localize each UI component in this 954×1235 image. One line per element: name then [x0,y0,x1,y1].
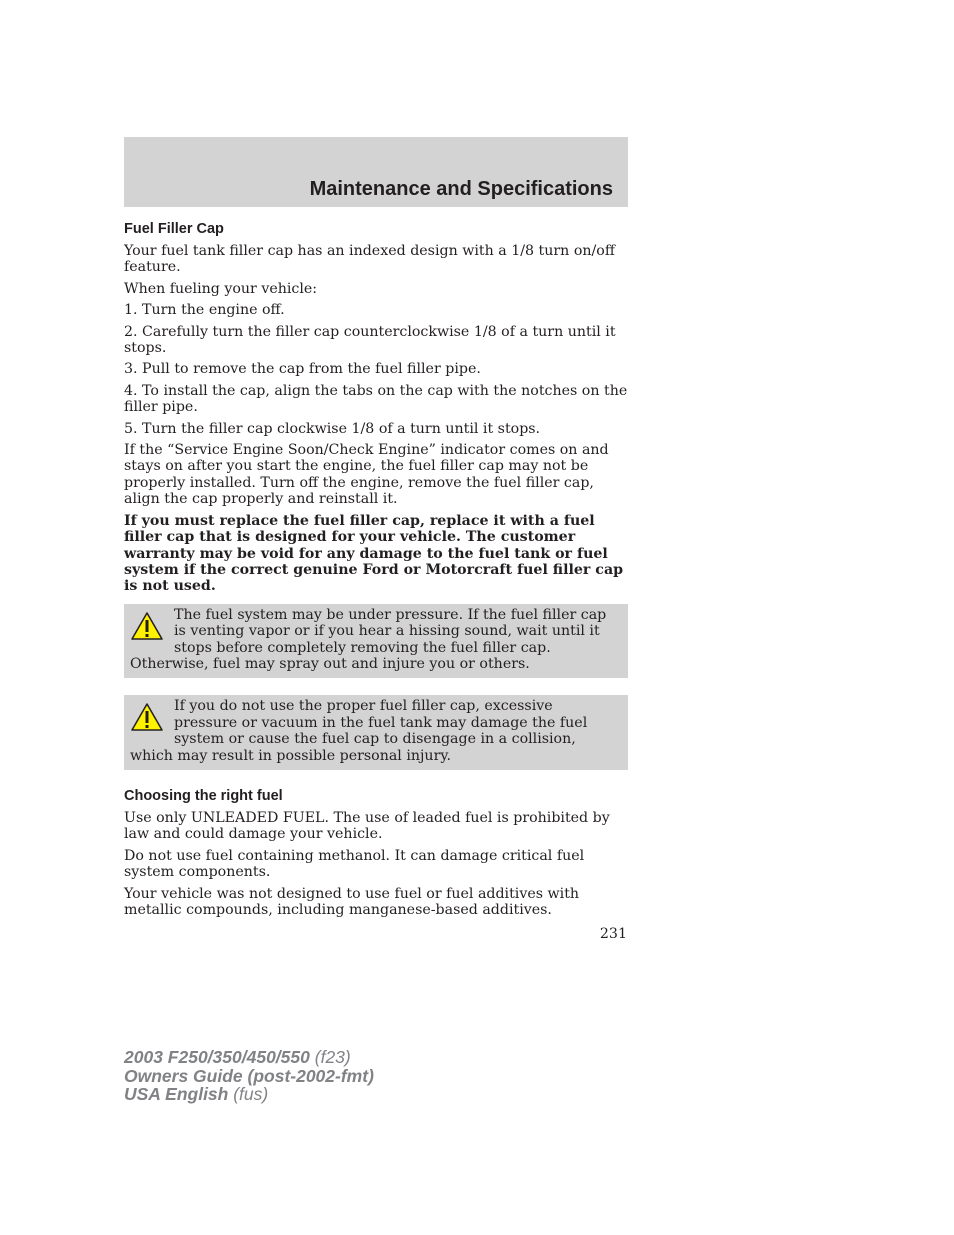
fuel-paragraph: Your vehicle was not designed to use fuel or fuel additives with metallic compounds, including manganese-based additives. [124,885,580,918]
heading-fuel-filler-cap: Fuel Filler Cap [124,221,224,237]
warning-text: If you do not use the proper fuel filler cap, excessive pressure or vacuum in the fuel tank may damage the fuel system or cause the fuel cap to disengage in a collision, which may result in possible personal injury. [130,698,588,764]
footer-model: 2003 F250/350/450/550 [124,1047,310,1067]
warning-text: The fuel system may be under pressure. If the fuel filler cap is venting vapor or if you hear a hissing sound, wait until it stops before completely removing the fuel filler cap. Otherwise, fuel may spray out and injure you or others. [130,606,607,672]
when-fueling-text: When fueling your vehicle: [124,280,318,297]
step-item: 2. Carefully turn the filler cap counterclockwise 1/8 of a turn until it stops. [124,323,616,357]
warning-triangle-icon [130,611,164,641]
indicator-note: If the “Service Engine Soon/Check Engine” indicator comes on and stays on after you start the engine, the fuel filler cap may not be properly installed. Turn off the engine, remove the fuel filler cap, align the cap properly and reinstall it. [124,442,609,508]
footer-model-code: (f23) [314,1047,351,1067]
intro-paragraph: Your fuel tank filler cap has an indexed design with a 1/8 turn on/off feature. [124,243,615,276]
document-footer [124,1048,374,1104]
heading-choosing-fuel: Choosing the right fuel [124,787,283,804]
footer-language-code: (fus) [233,1084,269,1104]
warning-box-proper-cap [124,695,628,770]
footer-language: USA English [124,1084,229,1104]
section-title: Maintenance and Specifications [309,178,613,200]
fuel-paragraph: Use only UNLEADED FUEL. The use of leaded fuel is prohibited by law and could damage your vehicle. [124,809,610,843]
step-item: 5. Turn the filler cap clockwise 1/8 of a turn until it stops. [124,420,541,437]
footer-model-line [124,1048,374,1067]
replace-cap-note: If you must replace the fuel filler cap, replace it with a fuel filler cap that is designed for your vehicle. The customer warranty may be void for any damage to the fuel tank or fuel system if the correct genuine Ford or Motorcraft fuel filler cap is not used. [124,512,624,595]
section-header-band [124,137,628,207]
warning-triangle-icon [130,702,164,732]
footer-language-line [124,1085,374,1104]
page-number: 231 [599,926,627,942]
step-item: 1. Turn the engine off. [124,302,285,319]
fuel-paragraph: Do not use fuel containing methanol. It can damage critical fuel system components. [124,847,585,881]
step-item: 3. Pull to remove the cap from the fuel filler pipe. [124,361,481,378]
step-item: 4. To install the cap, align the tabs on the cap with the notches on the filler pipe. [124,382,628,416]
page-content [124,220,628,923]
footer-guide-line: Owners Guide (post-2002-fmt) [124,1065,374,1086]
warning-box-pressure [124,604,628,679]
